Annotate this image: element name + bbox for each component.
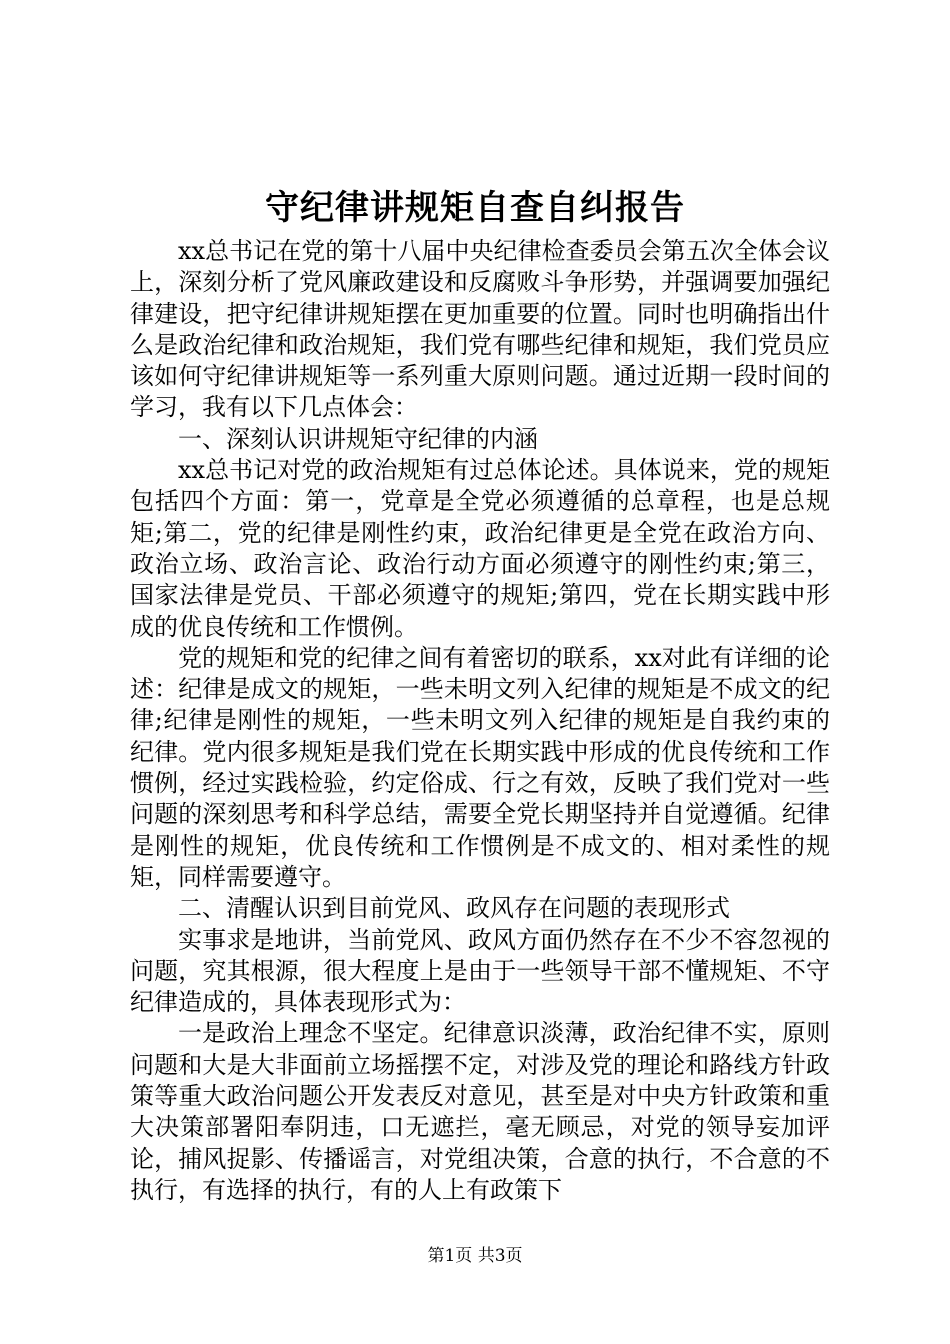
paragraph-rules-discipline: 党的规矩和党的纪律之间有着密切的联系，xx对此有详细的论述：纪律是成文的规矩，一些未明文列入纪律的规矩是不成文的纪律;纪律是刚性的规矩，一些未明文列入纪律的规矩是自我约束的纪律。党内很多规矩是我们党在长期实践中形成的优良传统和工作惯例，经过实践检验，约定俗成、行之有效，反映了我们党对一些问题的深刻思考和科学总结，需要全党长期坚持并自觉遵循。纪律是刚性的规矩，优良传统和工作惯例是不成文的、相对柔性的规矩，同样需要遵守。: [130, 643, 830, 891]
page-footer: 第1页 共3页: [427, 1246, 523, 1266]
paragraph-problems-intro: 实事求是地讲，当前党风、政风方面仍然存在不少不容忽视的问题，究其根源，很大程度上是由于一些领导干部不懂规矩、不守纪律造成的，具体表现形式为：: [130, 925, 830, 1017]
document-title: 守纪律讲规矩自查自纠报告: [265, 188, 685, 228]
paragraph-intro: xx总书记在党的第十八届中央纪律检查委员会第五次全体会议上，深刻分析了党风廉政建设和反腐败斗争形势，并强调要加强纪律建设，把守纪律讲规矩摆在更加重要的位置。同时也明确指出什么是政治纪律和政治规矩，我们党有哪些纪律和规矩，我们党员应该如何守纪律讲规矩等一系列重大原则问题。通过近期一段时间的学习，我有以下几点体会：: [130, 237, 830, 422]
document-body: [130, 236, 830, 1206]
paragraph-problem-1: 一是政治上理念不坚定。纪律意识淡薄，政治纪律不实，原则问题和大是大非面前立场摇摆不定，对涉及党的理论和路线方针政策等重大政治问题公开发表反对意见，甚至是对中央方针政策和重大决策部署阳奉阴违，口无遮拦，毫无顾忌，对党的领导妄加评论，捕风捉影、传播谣言，对党组决策，合意的执行，不合意的不执行，有选择的执行，有的人上有政策下: [130, 1019, 830, 1204]
section-heading-2: 二、清醒认识到目前党风、政风存在问题的表现形式: [178, 894, 730, 923]
section-heading-1: 一、深刻认识讲规矩守纪律的内涵: [178, 424, 538, 453]
paragraph-rules-overview: xx总书记对党的政治规矩有过总体论述。具体说来，党的规矩包括四个方面：第一，党章是全党必须遵循的总章程，也是总规矩;第二，党的纪律是刚性约束，政治纪律更是全党在政治方向、政治立场、政治言论、政治行动方面必须遵守的刚性约束;第三，国家法律是党员、干部必须遵守的规矩;第四，党在长期实践中形成的优良传统和工作惯例。: [130, 456, 830, 641]
